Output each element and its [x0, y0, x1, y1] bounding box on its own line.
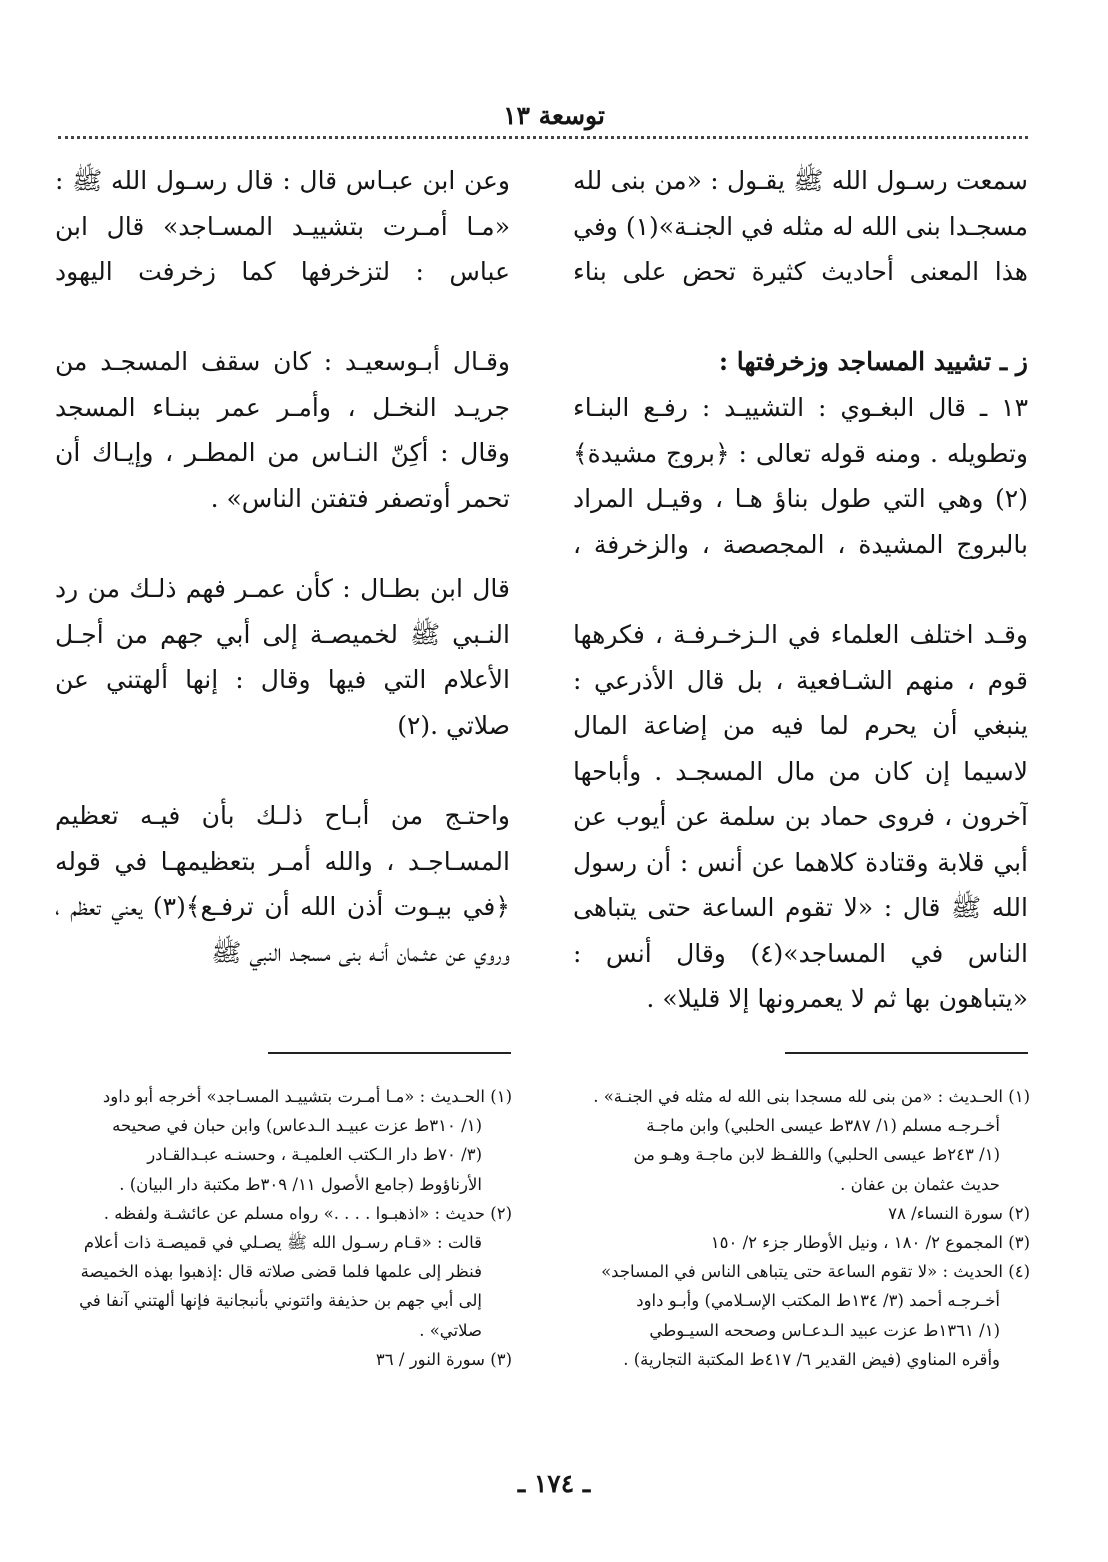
footnote-line: فنظر إلى علمها فلما قضى صلاته قال :إذهبوا بهذه الخميصة: [80, 1262, 482, 1282]
footnote-line: (١/ ١٣٦١ط عزت عبيد الـدعـاس وصححه السيـوطي: [649, 1320, 1000, 1340]
footnote-rule-right: [785, 1052, 1028, 1054]
footnote-line: (٢) حديث : «اذهبـوا . . . .» رواه مسلم عن عائشـة ولفظه .: [103, 1203, 512, 1223]
running-header: توسعة ١٣: [503, 101, 605, 130]
footnote-line: (١/ ٢٤٣ط عيسى الحلبي) واللفـظ لابن ماجـة وهـو من: [633, 1145, 1000, 1165]
footnote-line: إلى أبي جهم بن حذيفة وائتوني بأنبجانية فإنها ألهتني آنفا في: [79, 1291, 482, 1311]
right-paragraph-3: وقـد اختلف العلماء في الـزخـرفـة ، فكرهها قوم ، منهم الشـافعية ، بل قال الأذرعي : ينبغي أن يحرم لما فيه من إضاعة المال لاسيما إن كان من مال المسجـد . وأباحها آخرون ، فروى حماد بن سلمة عن أيوب عن أبي قلابة وقتادة كلاهما عن أنس : أن رسول الله ﷺ قال : «لا تقوم الساعة حتى يتباهى الناس في المساجد»(٤) وقال أنس : «يتباهون بها ثم لا يعمرونها إلا قليلا» .: [573, 620, 1028, 1013]
footnote-line: حديث عثمان بن عفان .: [840, 1174, 1000, 1194]
footnotes-left: [50, 1082, 512, 1374]
footnote-line: (١/ ٣١٠ط عزت عبيـد الـدعاس) وابن حبان في صحيحه: [112, 1116, 482, 1136]
right-paragraph-1: سمعت رسـول الله ﷺ يقـول : «من بنى لله مسجـدا بنى الله له مثله في الجنـة»(١) وفي هذا المعنى أحاديث كثيرة تحض على بناء: [573, 166, 1028, 286]
footnote-line: أخـرجـه مسلم (١/ ٣٨٧ط عيسى الحلبي) وابن ماجـة: [646, 1116, 1000, 1136]
footnote-line: (٤) الحديث : «لا تقوم الساعة حتى يتباهى الناس في المساجد»: [601, 1262, 1030, 1282]
footnote-line: صلاتي» .: [419, 1320, 482, 1340]
footnote-line: قالت : «قـام رسـول الله ﷺ يصـلي في قميصـة ذات أعلام: [83, 1233, 482, 1253]
left-paragraph-4: واحتـج من أبـاح ذلـك بأن فيـه تعظيم المسـاجـد ، والله أمـر بتعظيمهـا في قوله: [55, 801, 510, 876]
right-column: [573, 158, 1028, 1022]
left-paragraph-5: ﴿في بيـوت أذن الله أن ترفـع﴾(٣) يعني تعظم ، وروي عن عثـمان أنـه بنى مسجـد النبي ﷺ: [55, 892, 510, 967]
footnote-line: أخـرجـه أحمد (٣/ ١٣٤ط المكتب الإسـلامي) وأبـو داود: [636, 1291, 1000, 1311]
footnote-line: وأقره المناوي (فيض القدير ٦/ ٤١٧ط المكتبة التجارية) .: [623, 1349, 1000, 1369]
section-heading: ز ـ تشييد المساجد وزخرفتها :: [718, 347, 1028, 376]
right-paragraph-2: ١٣ ـ قال البغـوي : التشييـد : رفـع البنـاء وتطويله . ومنه قوله تعالى : ﴿بروج مشيدة﴾(٢) وهي التي طول بناؤ هـا ، وقيـل المراد بالبروج المشيدة ، المجصصة ، والزخرفة ،: [573, 393, 1028, 559]
left-paragraph-2: وقـال أبـوسعيـد : كان سقف المسجـد من جريـد النخـل ، وأمـر عمر ببنـاء المسجد وقال : أكِنّ النـاس من المطـر ، وإيـاك أن تحمر أوتصفر فتفتن الناس» .: [55, 347, 510, 513]
footnote-line: (٣/ ٧٠ط دار الـكتب العلميـة ، وحسنـه عبـدالقـادر: [147, 1145, 482, 1165]
footnote-line: (١) الحـديث : «من بنى لله مسجدا بنى الله له مثله في الجنـة» .: [593, 1087, 1030, 1106]
left-column: [55, 158, 510, 975]
footnote-line: (٣) المجموع ٢/ ١٨٠ ، ونيل الأوطار جزء ٢/ ١٥٠: [710, 1233, 1030, 1253]
header-dotted-rule: [58, 136, 1028, 139]
footnotes-right: [568, 1082, 1030, 1374]
left-paragraph-1: وعن ابن عبـاس قال : قال رسـول الله ﷺ : «مـا أمـرت بتشييـد المسـاجد» قال ابن عباس : لتزخرفها كما زخرفت اليهود: [55, 166, 510, 286]
footnote-line: الأرناؤوط (جامع الأصول ١١/ ٣٠٩ط مكتبة دار البيان) .: [119, 1174, 482, 1194]
footnote-line: (٣) سورة النور / ٣٦: [375, 1349, 512, 1369]
footnote-rule-left: [268, 1052, 511, 1054]
footnote-line: (١) الحـديث : «مـا أمـرت بتشييـد المسـاجد» أخرجه أبو داود: [102, 1087, 512, 1106]
left-paragraph-3: قال ابن بطـال : كأن عمـر فهم ذلـك من رد النـبي ﷺ لخميصـة إلى أبي جهم من أجـل الأعلام التي فيها وقال : إنها ألهتني عن صلاتي .(٢): [55, 574, 510, 740]
footnote-line: (٢) سورة النساء/ ٧٨: [888, 1203, 1030, 1223]
page-number: ـ ١٧٤ ـ: [517, 1469, 591, 1498]
